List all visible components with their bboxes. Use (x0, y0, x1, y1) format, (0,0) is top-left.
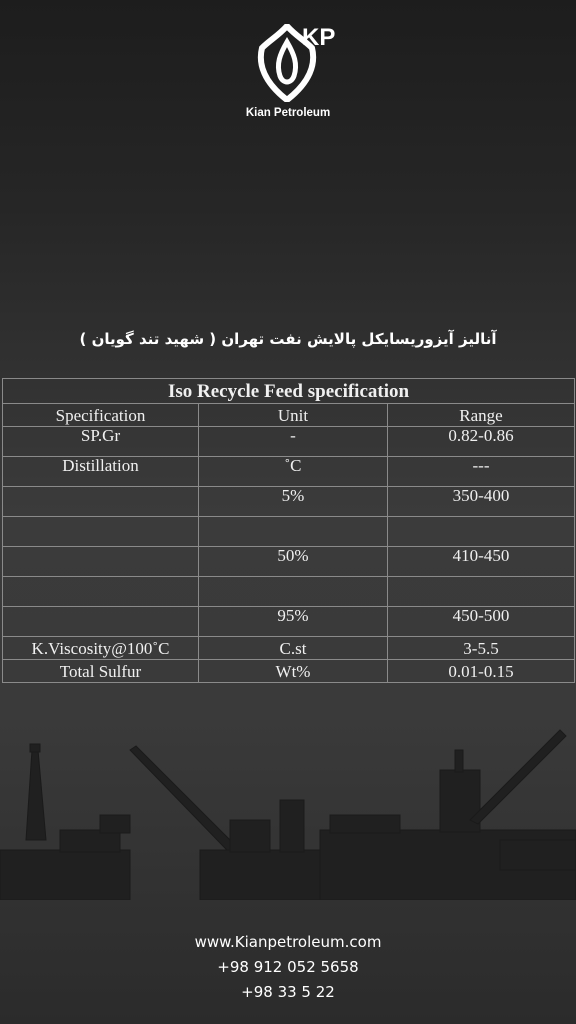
table-cell: 0.82-0.86 (388, 427, 575, 457)
table-cell: ˚C (199, 457, 388, 487)
logo-kp-text: KP (302, 24, 336, 51)
table-cell: 450-500 (388, 607, 575, 637)
table-cell (3, 517, 199, 547)
table-cell: C.st (199, 637, 388, 660)
table-cell: 50% (199, 547, 388, 577)
table-row (3, 637, 575, 660)
website-link[interactable]: www.Kianpetroleum.com (194, 933, 382, 951)
table-row (3, 660, 575, 683)
table-cell (3, 607, 199, 637)
header-cell: Specification (3, 404, 199, 427)
table-cell (3, 487, 199, 517)
table-cell: Distillation (3, 457, 199, 487)
table-row (3, 487, 575, 517)
brand-logo (0, 20, 576, 130)
table-cell: SP.Gr (3, 427, 199, 457)
table-cell (3, 577, 199, 607)
table-row (3, 547, 575, 577)
table-row (3, 427, 575, 457)
spec-table (2, 378, 575, 683)
table-cell: --- (388, 457, 575, 487)
table-cell (388, 577, 575, 607)
header-cell: Unit (199, 404, 388, 427)
table-row (3, 457, 575, 487)
table-cell: - (199, 427, 388, 457)
table-row (3, 517, 575, 547)
contact-block (0, 930, 576, 1005)
table-row (3, 577, 575, 607)
table-cell: 350-400 (388, 487, 575, 517)
table-cell: 5% (199, 487, 388, 517)
table-cell: K.Viscosity@100˚C (3, 637, 199, 660)
table-cell (3, 547, 199, 577)
table-cell (199, 517, 388, 547)
header-cell: Range (388, 404, 575, 427)
table-cell: 410-450 (388, 547, 575, 577)
page-headline: آنالیز آیزوریسایکل پالایش نفت تهران ( شهید تند گویان ) (79, 330, 497, 348)
table-cell: 0.01-0.15 (388, 660, 575, 683)
brand-name: Kian Petroleum (245, 107, 331, 119)
table-header-row (3, 404, 575, 427)
table-title-row (3, 379, 575, 404)
table-cell (199, 577, 388, 607)
table-cell: Total Sulfur (3, 660, 199, 683)
table-cell (388, 517, 575, 547)
table-row (3, 607, 575, 637)
oil-rig-silhouette (0, 720, 576, 900)
phone-number[interactable]: +98 912 052 5658 (217, 958, 359, 976)
table-cell: 95% (199, 607, 388, 637)
table-cell: 3-5.5 (388, 637, 575, 660)
phone-number[interactable]: +98 33 5 22 (241, 983, 335, 1001)
table-cell: Wt% (199, 660, 388, 683)
table-title: Iso Recycle Feed specification (3, 379, 575, 404)
